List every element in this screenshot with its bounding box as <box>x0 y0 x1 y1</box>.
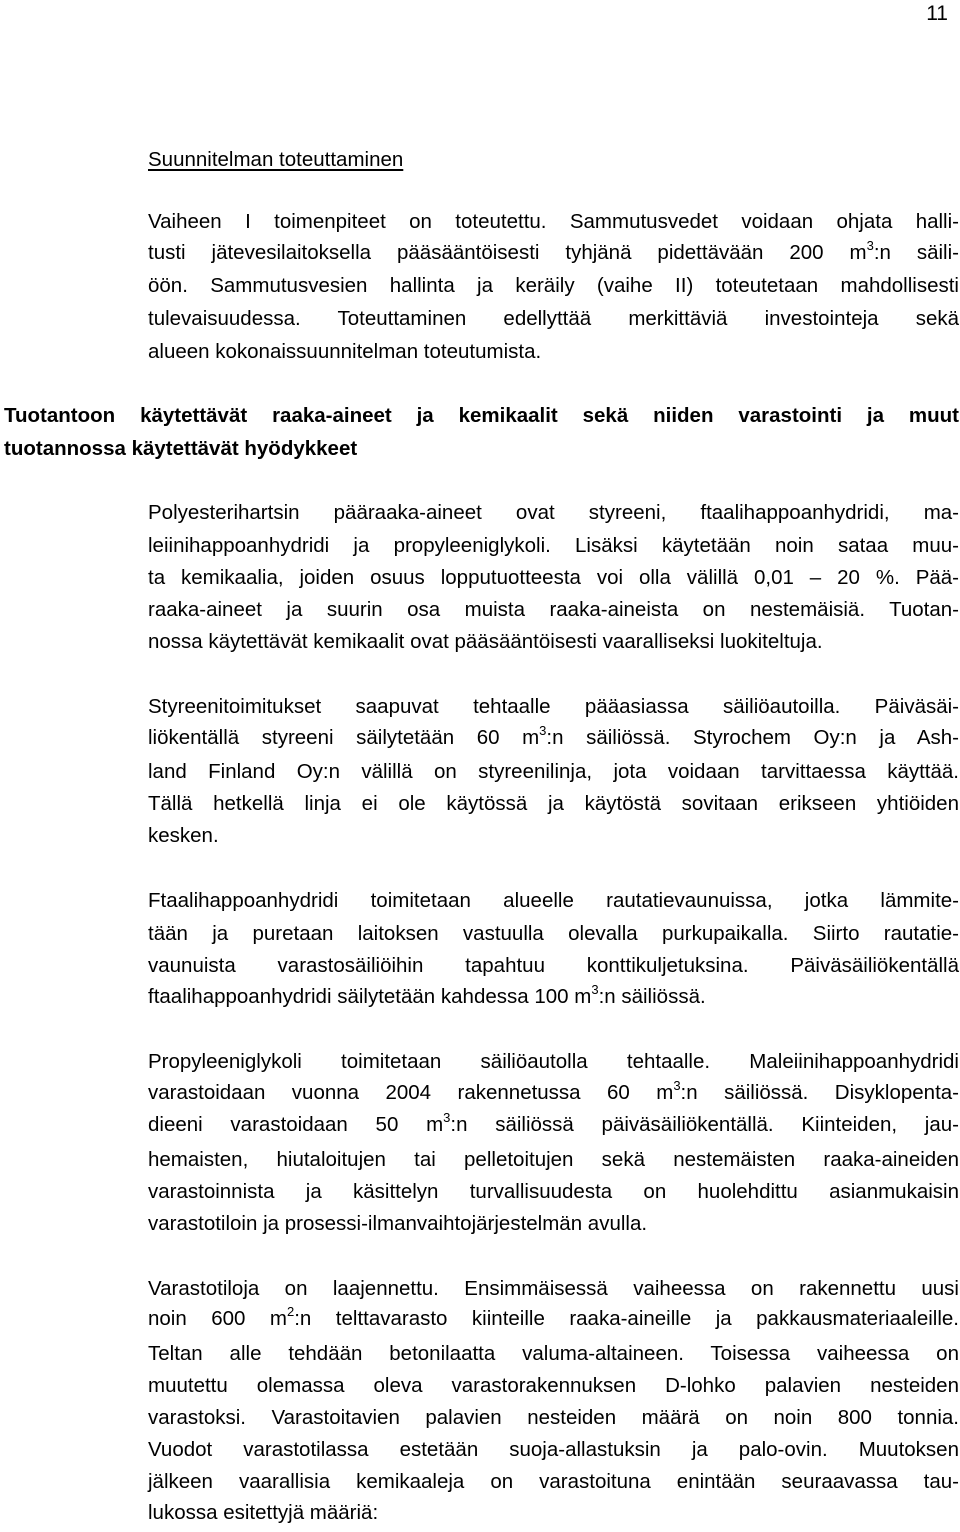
text-line: muutettu olemassa oleva varastorakennuksen D-lohko palavien nesteiden <box>148 1374 959 1397</box>
text-line: tusti jätevesilaitoksella pääsääntöisesti tyhjänä pidettävään 200 $m^3:n$ säili- <box>148 238 959 264</box>
text-line: leiinihappoanhydridi ja propyleeniglykoli. Lisäksi käytetään noin sataa muu- <box>148 534 959 557</box>
text-line: vaunuista varastosäiliöihin tapahtuu konttikuljetuksina. Päiväsäiliökentällä <box>148 954 959 977</box>
text-line: varastoinnista ja käsittelyn turvallisuudesta on huolehdittu asianmukaisin <box>148 1180 959 1203</box>
text-line: jälkeen vaarallisia kemikaaleja on varastoituna enintään seuraavassa tau- <box>148 1470 959 1493</box>
text-line: Styreenitoimitukset saapuvat tehtaalle pääasiassa säiliöautoilla. Päiväsäi- <box>148 695 959 718</box>
text-line: lukossa esitettyjä määriä: <box>148 1501 379 1524</box>
text-line: varastotiloin ja prosessi-ilmanvaihtojärjestelmän avulla. <box>148 1212 648 1235</box>
text-line: Vuodot varastotilassa estetään suoja-allastuksin ja palo-ovin. Muutoksen <box>148 1438 959 1461</box>
text-line: Ftaalihappoanhydridi toimitetaan alueelle rautatievaunuissa, jotka lämmite- <box>148 889 959 912</box>
text-line: ftaalihappoanhydridi säilytetään kahdessa 100 $m^3:n$ säiliössä. <box>148 982 706 1008</box>
text-line: Polyesterihartsin pääraaka-aineet ovat styreeni, ftaalihappoanhydridi, ma- <box>148 501 959 524</box>
text-line: alueen kokonaissuunnitelman toteutumista. <box>148 340 542 363</box>
text-line: tulevaisuudessa. Toteuttaminen edellyttää merkittäviä investointeja sekä <box>148 307 959 330</box>
text-line: dieeni varastoidaan 50 $m^3:n$ säiliössä päiväsäiliökentällä. Kiinteiden, jau- <box>148 1110 959 1136</box>
text-line: tään ja puretaan laitoksen vastuulla olevalla purkupaikalla. Siirto rautatie- <box>148 922 959 945</box>
text-line: Tällä hetkellä linja ei ole käytössä ja käytöstä sovitaan erikseen yhtiöiden <box>148 792 959 815</box>
text-line: liökentällä styreeni säilytetään 60 $m^3:n$ säiliössä. Styrochem Oy:n ja Ash- <box>148 723 959 749</box>
text-line: varastoidaan vuonna 2004 rakennetussa 60 $m^3:n$ säiliössä. Disyklopenta- <box>148 1078 959 1104</box>
text-line: hemaisten, hiutaloitujen tai pelletoitujen sekä nestemäisten raaka-aineiden <box>148 1148 959 1171</box>
page-number: 11 <box>926 2 948 25</box>
text-line: nossa käytettävät kemikaalit ovat pääsääntöisesti vaaralliseksi luokiteltuja. <box>148 630 823 653</box>
text-line: Varastotiloja on laajennettu. Ensimmäisessä vaiheessa on rakennettu uusi <box>148 1277 959 1300</box>
text-line: Teltan alle tehdään betonilaatta valuma-altaineen. Toisessa vaiheessa on <box>148 1342 959 1365</box>
text-line: öön. Sammutusvesien hallinta ja keräily (vaihe II) toteutetaan mahdollisesti <box>148 274 959 297</box>
text-line: kesken. <box>148 824 219 847</box>
heading-line: tuotannossa käytettävät hyödykkeet <box>4 437 358 460</box>
text-line: land Finland Oy:n välillä on styreenilinja, jota voidaan tarvittaessa käyttää. <box>148 760 959 783</box>
text-line: varastoksi. Varastoitavien palavien nesteiden määrä on noin 800 tonnia. <box>148 1406 959 1429</box>
text-line: Vaiheen I toimenpiteet on toteutettu. Sammutusvedet voidaan ohjata halli- <box>148 210 959 233</box>
section-title-suunnitelman-toteuttaminen: Suunnitelman toteuttaminen <box>148 148 404 171</box>
text-line: Propyleeniglykoli toimitetaan säiliöautolla tehtaalle. Maleiinihappoanhydridi <box>148 1050 959 1073</box>
heading-line: Tuotantoon käytettävät raaka-aineet ja kemikaalit sekä niiden varastointi ja muut <box>4 404 959 427</box>
text-line: ta kemikaalia, joiden osuus lopputuotteesta voi olla välillä 0,01 – 20 %. Pää- <box>148 566 959 589</box>
text-line: noin 600 $m^2:n$ telttavarasto kiinteille raaka-aineille ja pakkausmateriaaleille. <box>148 1304 959 1330</box>
text-line: raaka-aineet ja suurin osa muista raaka-aineista on nestemäisiä. Tuotan- <box>148 598 959 621</box>
